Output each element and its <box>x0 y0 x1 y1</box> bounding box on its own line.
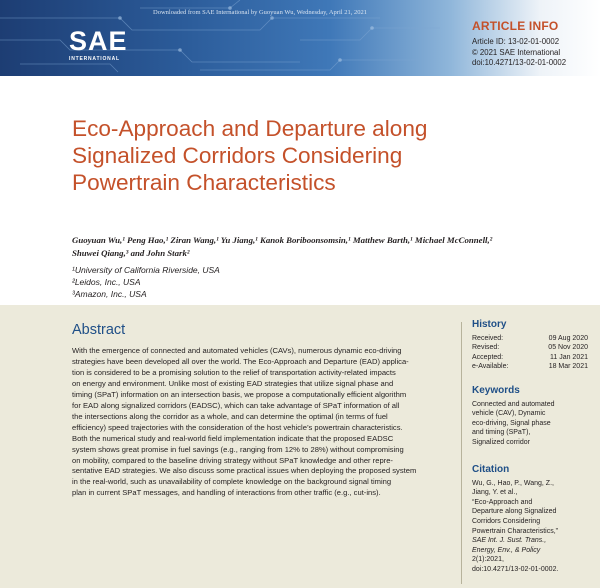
abstract-line: for EAD along signalized corridors (EADSC), which can take advantage of SPaT information of all <box>72 400 400 410</box>
abstract-line: Both the numerical study and real-world field implementation indicate that the proposed EADSC <box>72 433 394 443</box>
history-row <box>472 353 594 363</box>
history-date: 18 Mar 2021 <box>548 363 588 371</box>
citation-line: Corridors Considering <box>472 517 541 525</box>
affiliation: ²Leidos, Inc., USA <box>72 277 141 287</box>
paper-title <box>72 115 572 196</box>
abstract-line: the intersections along the corridor as a whole, and can determine the optimal (in terms of fuel <box>72 411 388 421</box>
history-label: Accepted: <box>472 353 504 361</box>
affiliation: ¹University of California Riverside, USA <box>72 265 220 275</box>
abstract-line: on energy and environment. Unlike most of existing EAD strategies that utilize signal phase and <box>72 378 394 388</box>
citation-line: Departure along Signalized <box>472 508 557 516</box>
keyword-line: Signalized corridor <box>472 438 530 446</box>
abstract-line: system shows great promise in fuel savings (e.g., ranging from 12% to 28%) without compromising <box>72 444 404 454</box>
history-row <box>472 343 594 353</box>
keywords-block <box>472 386 594 448</box>
citation-line: Jiang, Y. et al., <box>472 489 518 497</box>
citation-line: Wu, G., Hao, P., Wang, Z., <box>472 479 554 487</box>
abstract-line: With the emergence of connected and automated vehicles (CAVs), numerous dynamic eco-driving <box>72 346 402 355</box>
history-label: e-Available: <box>472 363 509 371</box>
citation-heading: Citation <box>472 464 510 475</box>
article-info-heading: ARTICLE INFO <box>472 19 559 33</box>
history-row <box>472 362 594 372</box>
keyword-line: vehicle (CAV), Dynamic <box>472 410 546 418</box>
history-label: Revised: <box>472 344 500 352</box>
abstract-line: on mobility, compared to the baseline driving strategy without SPaT knowledge and other repre- <box>72 455 393 465</box>
article-doi[interactable]: doi:10.4271/13-02-01-0002 <box>472 58 567 67</box>
affiliation: ³Amazon, Inc., USA <box>72 289 147 299</box>
keyword-line: and timing (SPaT), <box>472 429 531 437</box>
citation-line: “Eco-Approach and <box>472 498 533 506</box>
download-note: Downloaded from SAE International by Guoyuan Wu, Wednesday, April 21, 2021 <box>153 9 367 16</box>
keyword-line: eco-driving, Signal phase <box>472 419 551 427</box>
sae-logo[interactable] <box>69 28 128 62</box>
abstract-line: tion is considered to be a promising solution to the relief of transportation activity-related impacts <box>72 367 396 377</box>
history-row <box>472 334 594 344</box>
citation-block <box>472 465 594 575</box>
history-date: 05 Nov 2020 <box>548 344 588 352</box>
citation-line: 2(1):2021, <box>472 556 504 564</box>
author-line: Guoyuan Wu,¹ Peng Hao,¹ Ziran Wang,¹ Yu Jiang,¹ Kanok Boriboonsomsin,¹ Matthew Barth,¹ Michael McConnell,² <box>72 235 493 245</box>
abstract-line: timing (SPaT) information on an intersection basis, we propose a computationally efficient algorithm <box>72 389 407 399</box>
article-id: Article ID: 13-02-01-0002 <box>472 37 560 46</box>
logo-text: SAE <box>69 26 128 56</box>
keywords-heading: Keywords <box>472 385 520 396</box>
history-label: Received: <box>472 334 504 342</box>
affiliations <box>72 264 372 300</box>
title-line: Eco-Approach and Departure along <box>72 116 428 141</box>
citation-line: Powertrain Characteristics,” <box>472 527 558 535</box>
copyright: © 2021 SAE International <box>472 47 561 57</box>
history-block <box>472 320 594 372</box>
history-date: 11 Jan 2021 <box>549 353 588 361</box>
article-info-block <box>472 19 597 69</box>
keyword-line: Connected and automated <box>472 400 555 408</box>
abstract-body <box>72 346 447 499</box>
citation-journal: SAE Int. J. Sust. Trans., <box>472 537 547 545</box>
citation-doi[interactable]: doi:10.4271/13-02-01-0002. <box>472 565 559 573</box>
title-line: Powertrain Characteristics <box>72 170 336 195</box>
citation-journal: Energy, Env., & Policy <box>472 546 541 554</box>
abstract-heading: Abstract <box>72 322 126 338</box>
history-heading: History <box>472 319 507 330</box>
author-line: Shuwei Qiang,³ and John Stark² <box>72 248 190 258</box>
sidebar-divider <box>461 322 462 584</box>
author-list <box>72 234 572 260</box>
abstract-line: strategies have been developed all over the world. The Eco-Approach and Departure (EAD) applica- <box>72 356 409 366</box>
abstract-line: efficiency) speed trajectories with the consideration of the host vehicle’s powertrain characteristics. <box>72 422 403 432</box>
abstract-line: plan in current SPaT messages, and handling of interactions from other traffic (e.g., cut-ins). <box>72 488 381 498</box>
abstract-line: in the real-world, such as unavailability of complete knowledge on the background signal timing <box>72 477 392 487</box>
logo-subtext: INTERNATIONAL <box>69 56 120 62</box>
abstract-line: sentative EAD strategies. We also discuss some practical issues when deploying the proposed system <box>72 466 417 476</box>
history-date: 09 Aug 2020 <box>548 334 588 342</box>
title-line: Signalized Corridors Considering <box>72 143 403 168</box>
